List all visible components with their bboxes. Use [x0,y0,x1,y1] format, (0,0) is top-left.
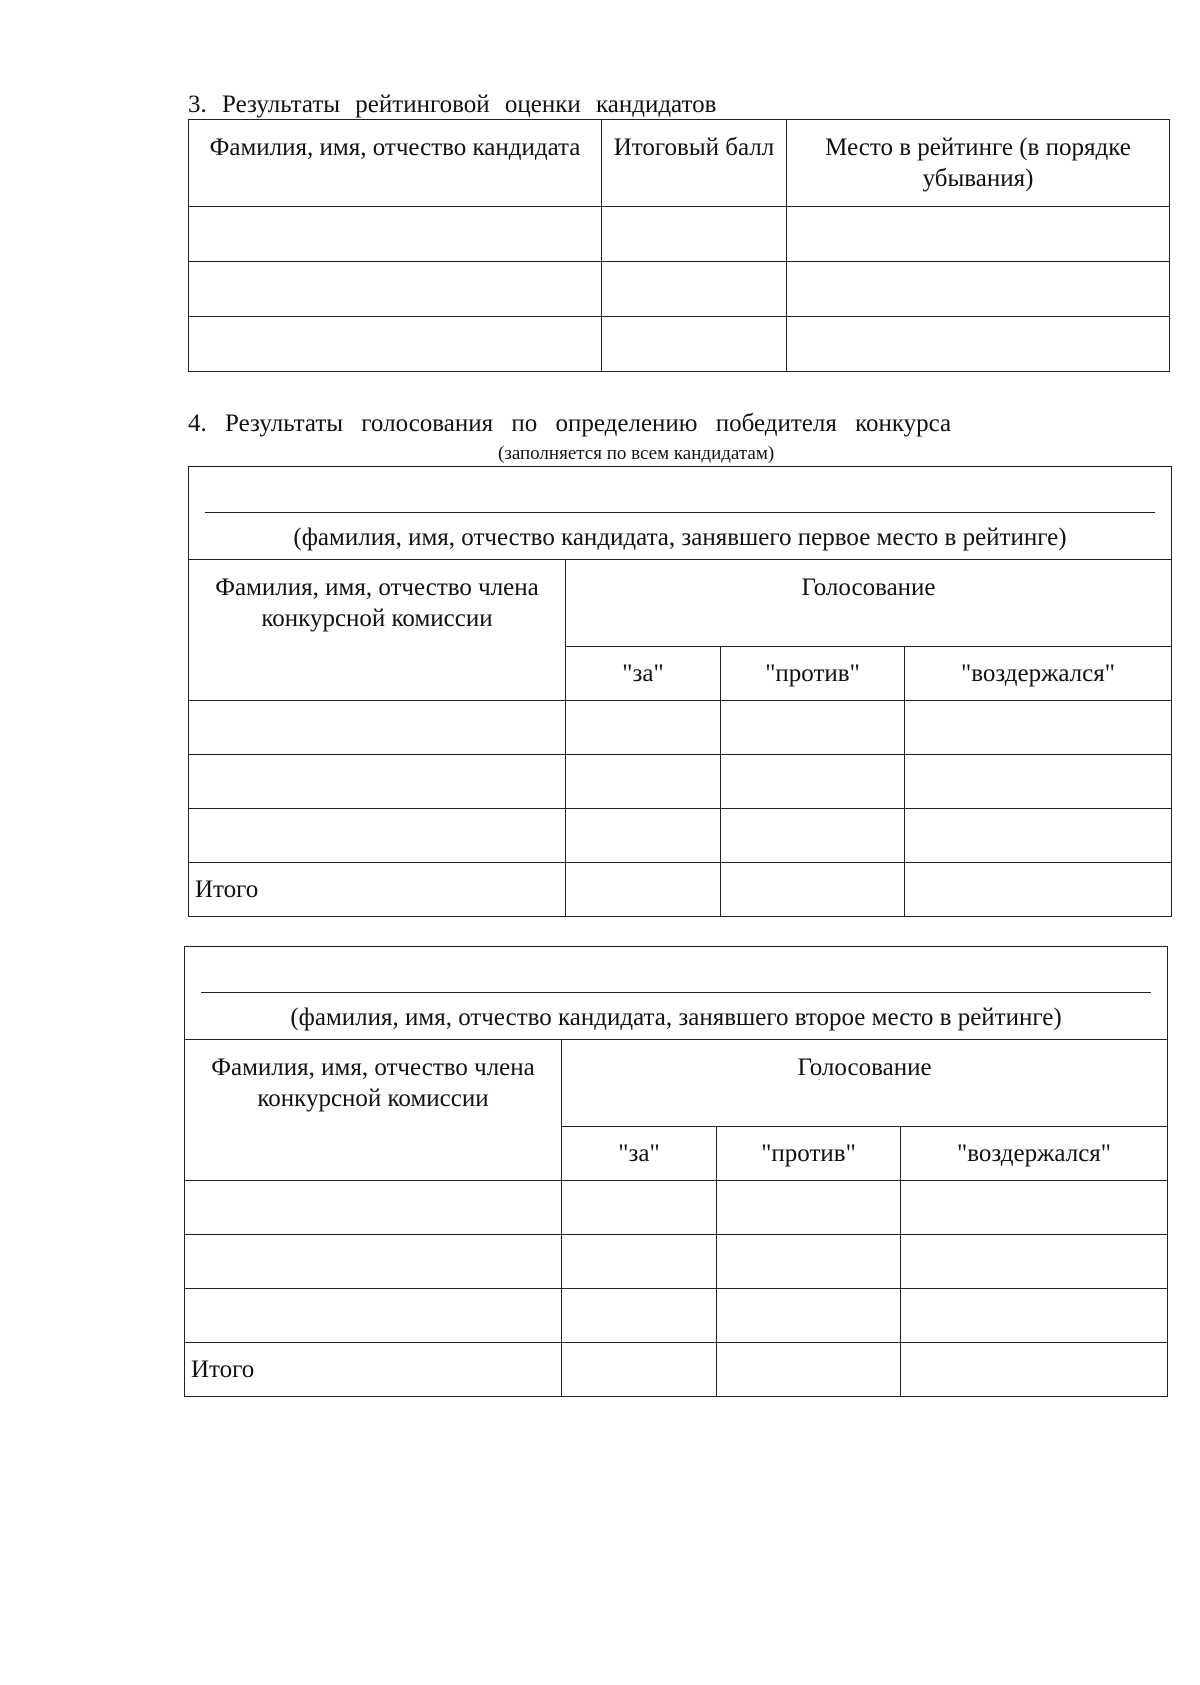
table-header-row [185,1040,1168,1127]
vote-against-cell[interactable] [721,755,905,809]
table-row [189,317,1170,372]
table-row [189,262,1170,317]
vote-abstain-cell[interactable] [905,701,1172,755]
member-name-cell[interactable] [185,1289,562,1343]
candidate-row [185,947,1168,1040]
member-name-header: Фамилия, имя, отчество члена конкурсной комиссии [189,560,566,701]
candidate-caption: (фамилия, имя, отчество кандидата, занявшего первое место в рейтинге) [293,524,1067,551]
total-row [185,1343,1168,1397]
vote-against-cell[interactable] [717,1289,901,1343]
candidate-row [189,467,1172,560]
table-row [189,701,1172,755]
vote-for-header: "за" [566,647,721,701]
rating-place-cell[interactable] [787,207,1170,262]
vote-abstain-header: "воздержался" [901,1127,1168,1181]
candidate-name-cell[interactable] [189,317,602,372]
total-label: Итого [185,1343,562,1397]
first-place-voting-table [188,466,1172,917]
final-score-cell[interactable] [602,207,787,262]
candidate-name-cell[interactable] [189,262,602,317]
total-row [189,863,1172,917]
total-against-cell[interactable] [721,863,905,917]
section-4-subtitle: (заполняется по всем кандидатам) [498,443,775,464]
table-header-row [189,120,1170,207]
candidate-name-header: Фамилия, имя, отчество кандидата [189,120,602,207]
table-row [189,809,1172,863]
member-name-cell[interactable] [189,701,566,755]
vote-against-cell[interactable] [717,1235,901,1289]
table-row [189,755,1172,809]
member-name-header: Фамилия, имя, отчество члена конкурсной комиссии [185,1040,562,1181]
vote-for-cell[interactable] [566,809,721,863]
vote-for-cell[interactable] [566,755,721,809]
table-row [185,1289,1168,1343]
candidate-name-line [201,992,1151,993]
total-for-cell[interactable] [562,1343,717,1397]
total-label: Итого [189,863,566,917]
total-abstain-cell[interactable] [901,1343,1168,1397]
rating-place-cell[interactable] [787,262,1170,317]
vote-for-cell[interactable] [562,1235,717,1289]
voting-header: Голосование [562,1040,1168,1127]
vote-abstain-header: "воздержался" [905,647,1172,701]
vote-against-cell[interactable] [721,701,905,755]
member-name-cell[interactable] [189,755,566,809]
member-name-cell[interactable] [185,1181,562,1235]
table-row [189,207,1170,262]
vote-for-cell[interactable] [562,1181,717,1235]
second-place-voting-table [184,946,1168,1397]
total-against-cell[interactable] [717,1343,901,1397]
rating-place-header: Место в рейтинге (в порядке убывания) [787,120,1170,207]
voting-header: Голосование [566,560,1172,647]
rating-place-cell[interactable] [787,317,1170,372]
vote-abstain-cell[interactable] [901,1181,1168,1235]
vote-against-cell[interactable] [721,809,905,863]
vote-abstain-cell[interactable] [901,1235,1168,1289]
vote-against-header: "против" [721,647,905,701]
table-header-row [189,560,1172,647]
candidate-name-field[interactable] [189,467,1172,560]
section-4-title: 4. Результаты голосования по определению победителя конкурса [188,410,952,437]
member-name-cell[interactable] [185,1235,562,1289]
table-row [185,1181,1168,1235]
member-name-cell[interactable] [189,809,566,863]
vote-against-header: "против" [717,1127,901,1181]
vote-against-cell[interactable] [717,1181,901,1235]
vote-abstain-cell[interactable] [905,755,1172,809]
vote-for-cell[interactable] [562,1289,717,1343]
candidate-name-field[interactable] [185,947,1168,1040]
vote-abstain-cell[interactable] [901,1289,1168,1343]
final-score-cell[interactable] [602,262,787,317]
final-score-header: Итоговый балл [602,120,787,207]
total-abstain-cell[interactable] [905,863,1172,917]
candidate-name-line [205,512,1155,513]
candidate-name-cell[interactable] [189,207,602,262]
vote-for-header: "за" [562,1127,717,1181]
section-3-title: 3. Результаты рейтинговой оценки кандидатов [188,91,717,118]
total-for-cell[interactable] [566,863,721,917]
candidate-caption: (фамилия, имя, отчество кандидата, занявшего второе место в рейтинге) [290,1004,1062,1031]
table-row [185,1235,1168,1289]
final-score-cell[interactable] [602,317,787,372]
rating-results-table [188,119,1170,372]
vote-abstain-cell[interactable] [905,809,1172,863]
vote-for-cell[interactable] [566,701,721,755]
